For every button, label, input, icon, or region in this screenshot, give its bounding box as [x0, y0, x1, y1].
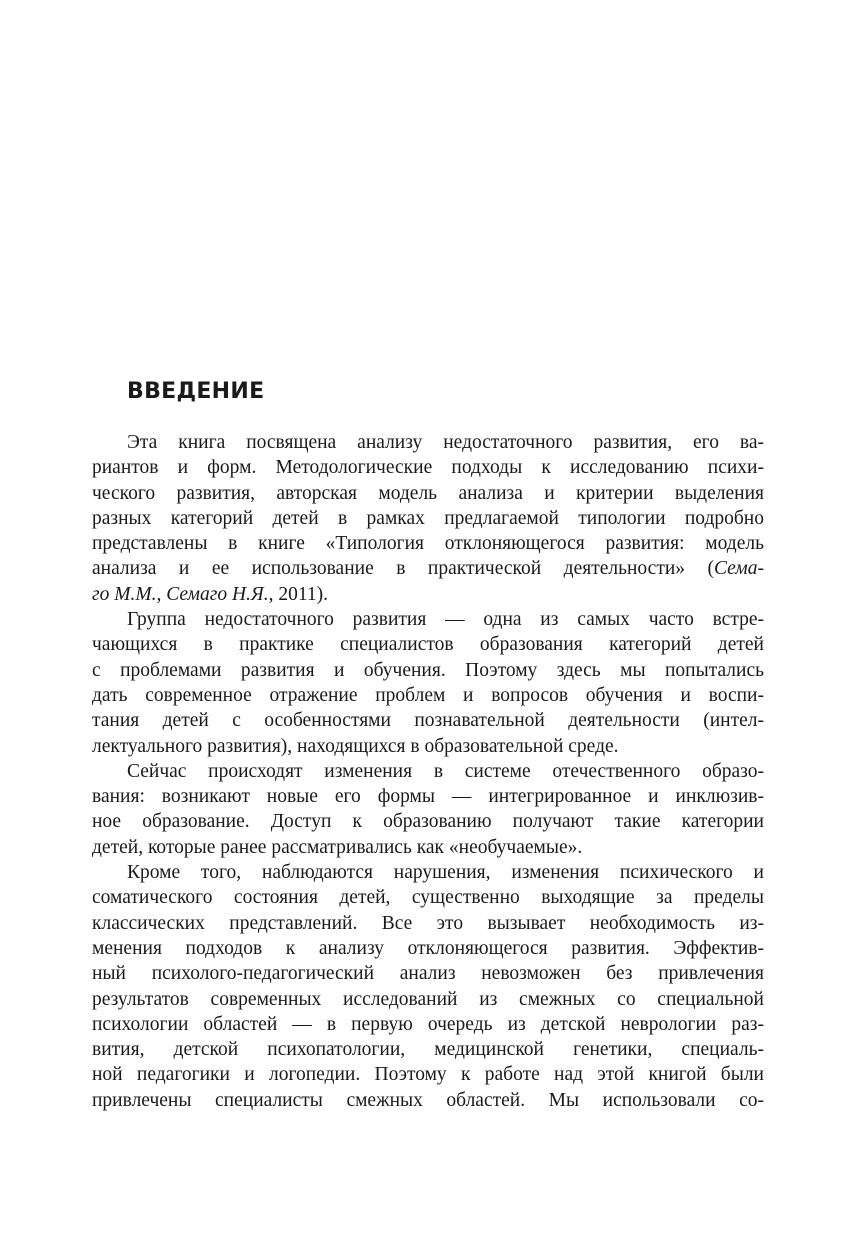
paragraph-4-line-4: менения подходов к анализу отклоняющегося развития. Эффектив- [92, 937, 764, 959]
body-text [92, 430, 764, 1113]
paragraph-3-line-1: Сейчас происходят изменения в системе отечественного образо- [127, 760, 764, 782]
paragraph-1-line-6 [92, 556, 764, 581]
paragraph-4-line-10: привлечены специалисты смежных областей. Мы использовали со- [92, 1089, 764, 1111]
paragraph-3-line-4: детей, которые ранее рассматривались как «необучаемые». [92, 836, 583, 858]
paragraph-4-line-2: соматического состояния детей, существенно выходящие за пределы [92, 887, 764, 909]
paragraph-3-line-3: ное образование. Доступ к образованию получают такие категории [92, 811, 764, 833]
paragraph-2-line-1: Группа недостаточного развития — одна из самых часто встре- [127, 609, 764, 631]
paragraph-4-line-9: ной педагогики и логопедии. Поэтому к работе над этой книгой были [92, 1064, 764, 1086]
paragraph-1-line-3: ческого развития, авторская модель анализа и критерии выделения [92, 482, 764, 504]
paragraph-3-line-2: вания: возникают новые его формы — интегрированное и инклюзив- [92, 786, 764, 808]
citation-author-part1: Сема- [714, 558, 764, 580]
paragraph-2-line-5: тания детей с особенностями познавательной деятельности (интел- [92, 710, 764, 732]
paragraph-4-line-6: результатов современных исследований из смежных со специальной [92, 988, 764, 1010]
paragraph-2-line-4: дать современное отражение проблем и вопросов обучения и воспи- [92, 684, 764, 706]
chapter-heading: ВВЕДЕНИЕ [127, 379, 265, 404]
paragraph-1-line-6-text: анализа и ее использование в практической деятельности» ( [92, 558, 714, 580]
paragraph-2-line-2: чающихся в практике специалистов образования категорий детей [92, 634, 764, 656]
paragraph-1-line-7 [92, 582, 764, 607]
paragraph-1-line-2: риантов и форм. Методологические подходы к исследованию психи- [92, 457, 764, 479]
paragraph-4-line-5: ный психолого-педагогический анализ невозможен без привлечения [92, 963, 764, 985]
paragraph-4-line-7: психологии областей — в первую очередь из детской неврологии раз- [92, 1013, 764, 1035]
paragraph-4-line-1: Кроме того, наблюдаются нарушения, изменения психического и [127, 862, 764, 884]
paragraph-4-line-3: классических представлений. Все это вызывает необходимость из- [92, 912, 764, 934]
citation-year: , 2011). [268, 583, 329, 605]
paragraph-2-line-6: лектуального развития), находящихся в образовательной среде. [92, 735, 619, 757]
paragraph-1-line-5: представлены в книге «Типология отклоняющегося развития: модель [92, 533, 764, 555]
paragraph-2-line-3: с проблемами развития и обучения. Поэтому здесь мы попытались [92, 659, 764, 681]
citation-author-part2: го М.М., Семаго Н.Я. [92, 583, 269, 605]
paragraph-4-line-8: вития, детской психопатологии, медицинской генетики, специаль- [92, 1039, 764, 1061]
paragraph-1-line-4: разных категорий детей в рамках предлагаемой типологии подробно [92, 507, 764, 529]
paragraph-1-line-1: Эта книга посвящена анализу недостаточного развития, его ва- [127, 432, 764, 453]
